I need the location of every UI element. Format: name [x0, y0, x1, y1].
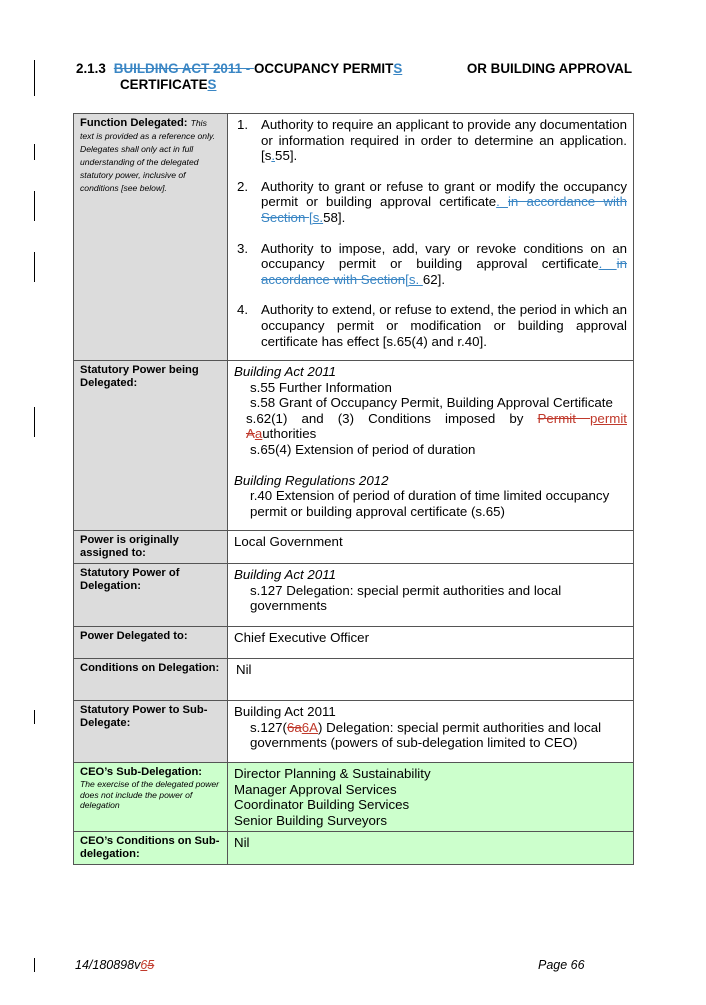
change-bar	[34, 958, 35, 972]
inserted-s: S	[393, 61, 403, 76]
ceo-conditions-label: CEO’s Conditions on Sub-delegation:	[74, 832, 228, 865]
section-heading	[76, 61, 632, 93]
statutory-delegation-label: Statutory Power of Delegation:	[74, 564, 228, 627]
list-item: Senior Building Surveyors	[234, 812, 387, 828]
change-bar	[34, 407, 35, 437]
statutory-power-label: Statutory Power being Delegated:	[74, 361, 228, 531]
table-row	[74, 531, 634, 564]
originally-assigned-value: Local Government	[228, 531, 634, 564]
table-row	[74, 114, 634, 361]
statutory-power-cell: Building Act 2011 s.55 Further Information s.58 Grant of Occupancy Permit, Building Approval Certificate s.62(1) and (3) Conditions imposed by Permit permit Aauthorities s.65(4) Extension of period of duration Building Regulations 2012 r.40 Extension of period of duration of time limited occupancy permit or building approval certificate (s.65)	[228, 361, 634, 531]
sub-delegate-cell: Building Act 2011 s.127(6a6A) Delegation: special permit authorities and local governments (powers of sub-delegation limited to CEO)	[228, 701, 634, 763]
change-bar	[34, 60, 35, 96]
table-row	[74, 627, 634, 659]
conditions-value: Nil	[228, 659, 634, 701]
table-row	[74, 659, 634, 701]
table-row	[74, 361, 634, 531]
table-row	[74, 701, 634, 763]
document-reference: 14/180898v65	[75, 958, 155, 972]
list-item: 2. Authority to grant or refuse to grant or modify the occupancy permit or building approval certificate. in accordance with Section [s.58].	[237, 178, 627, 225]
delegated-to-value: Chief Executive Officer	[228, 627, 634, 659]
table-row	[74, 832, 634, 865]
change-bar	[34, 252, 35, 282]
function-label: Function Delegated:	[80, 117, 188, 129]
title-part-b: OR BUILDING APPROVAL	[466, 61, 632, 76]
table-row	[74, 564, 634, 627]
change-bar	[34, 191, 35, 221]
list-item: 4. Authority to extend, or refuse to extend, the period in which an occupancy permit or modification or building approval certificate has effect [s.65(4) and r.40].	[237, 302, 627, 349]
section-number: 2.1.3	[76, 61, 106, 76]
title-part-c: CERTIFICATE	[120, 77, 208, 92]
delegated-to-label: Power Delegated to:	[74, 627, 228, 659]
ceo-sub-delegation-values	[228, 763, 634, 832]
deleted-prefix: BUILDING ACT 2011 -	[113, 61, 254, 76]
ceo-sub-delegation-label: CEO’s Sub-Delegation:	[80, 766, 203, 778]
ceo-sub-delegation-note: The exercise of the delegated power does not include the power of delegation	[80, 779, 220, 810]
list-item: Coordinator Building Services	[234, 797, 410, 813]
originally-assigned-label: Power is originally assigned to:	[74, 531, 228, 564]
change-bar	[34, 144, 35, 160]
function-note: This text is provided as a reference only. Delegates shall only act in full understanding of the delegated statutory power, inclusive of conditions [see below].	[80, 118, 216, 193]
page-number: Page 66	[538, 958, 585, 972]
list-item: 3. Authority to impose, add, vary or revoke conditions on an occupancy permit or building approval certificate. in accordance with Section[s. 62].	[237, 240, 627, 287]
ceo-sub-delegation-label-cell	[74, 763, 228, 832]
title-part-a: OCCUPANCY PERMIT	[253, 61, 394, 76]
function-list-cell	[228, 114, 634, 361]
list-item: Manager Approval Services	[234, 781, 397, 797]
ceo-conditions-value: Nil	[228, 832, 634, 865]
delegation-table	[73, 113, 634, 865]
statutory-delegation-cell: Building Act 2011 s.127 Delegation: special permit authorities and local governments	[228, 564, 634, 627]
change-bar	[34, 710, 35, 724]
sub-delegate-label: Statutory Power to Sub-Delegate:	[74, 701, 228, 763]
row-label	[74, 114, 228, 361]
conditions-label: Conditions on Delegation:	[74, 659, 228, 701]
list-item: 1. Authority to require an applicant to provide any documentation or information required in order to determine an application. [s.55].	[237, 117, 627, 164]
table-row	[74, 763, 634, 832]
inserted-s: S	[207, 77, 217, 92]
list-item: Director Planning & Sustainability	[234, 766, 431, 781]
function-list	[234, 117, 627, 349]
